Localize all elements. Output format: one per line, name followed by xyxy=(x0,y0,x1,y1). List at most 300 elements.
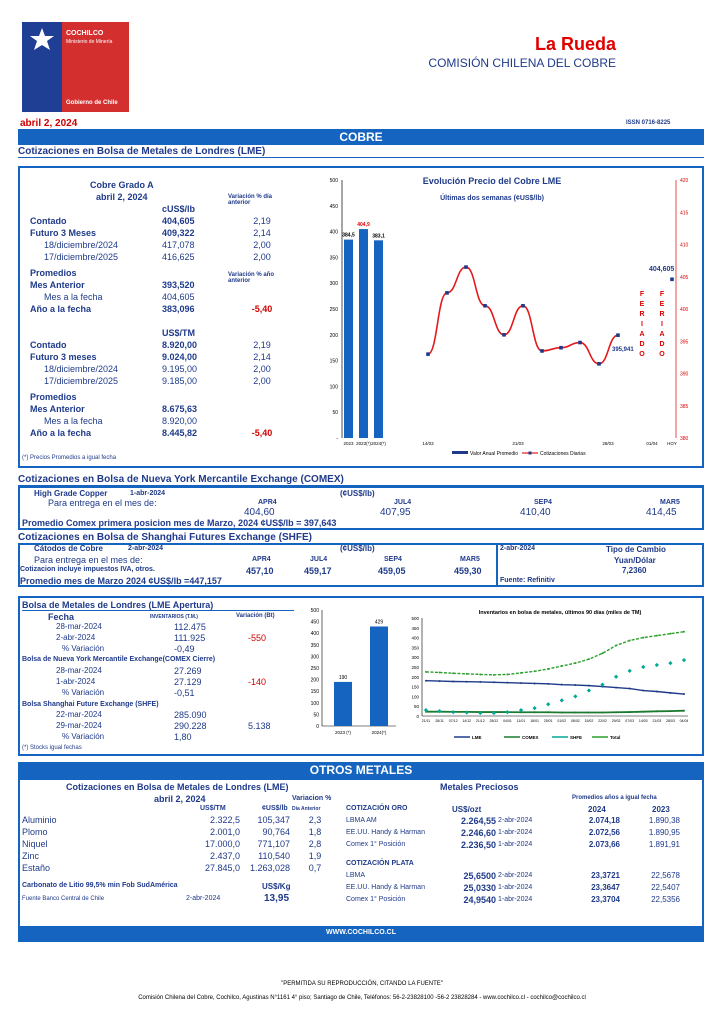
row-variation: 2,00 xyxy=(253,240,271,250)
precious-date: 1-abr-2024 xyxy=(498,829,533,836)
lithium-source: Fuente Banco Central de Chile xyxy=(22,896,105,902)
comex-value: 404,60 xyxy=(244,507,275,518)
series-point-lme xyxy=(656,691,658,693)
precious-name: LBMA AM xyxy=(346,817,377,824)
precious-y1: 2.072,56 xyxy=(588,828,620,837)
metal-var: 0,7 xyxy=(308,863,322,873)
row-label: 17/diciembre/2025 xyxy=(44,376,119,386)
daily-price-line xyxy=(428,267,618,364)
metal-lb: 110,540 xyxy=(258,851,290,861)
right-tick-label: 420 xyxy=(680,178,689,184)
row-value: 8.445,82 xyxy=(162,428,198,438)
metal-tm: 2.322,5 xyxy=(209,815,240,825)
row-variation: 2,00 xyxy=(253,252,271,262)
feriado-label: F E R I A D O xyxy=(659,291,665,358)
logo-block xyxy=(22,22,129,112)
comex-product: High Grade Copper xyxy=(34,489,108,498)
metal-name: Aluminio xyxy=(22,815,57,825)
shfe-point xyxy=(533,706,537,710)
inv-row-value: -0,49 xyxy=(174,644,195,654)
metal-tm: 27.845,0 xyxy=(204,863,240,873)
series-point-total xyxy=(669,633,671,635)
chart3-legend-label: LME xyxy=(472,735,482,740)
inv-title: Bolsa de Metales de Londres (LME Apertura) xyxy=(22,600,214,610)
row-variation: 2,00 xyxy=(253,364,271,374)
inv-row-value: 1,80 xyxy=(174,732,192,742)
coat-of-arms-icon xyxy=(26,26,58,54)
precious-date: 2-abr-2024 xyxy=(498,817,533,824)
var-anio-header: Variación % año anterior xyxy=(228,272,275,284)
daily-price-point xyxy=(559,346,563,350)
row-variation: 2,14 xyxy=(253,352,271,362)
left-tick-label: 300 xyxy=(329,281,338,288)
precious-value: 2.236,50 xyxy=(460,840,496,850)
series-point-total xyxy=(656,635,658,637)
daily-price-point xyxy=(521,304,525,308)
report-date: abril 2, 2024 xyxy=(20,118,78,129)
row-label: Mes a la fecha xyxy=(44,292,103,302)
legend-bar-swatch xyxy=(452,451,468,454)
row-value: 393,520 xyxy=(162,280,195,290)
silver-title: COTIZACIÓN PLATA xyxy=(346,860,414,867)
year-bar xyxy=(344,240,353,438)
grade-title: Cobre Grado A xyxy=(90,180,154,190)
chart3-tick: 150 xyxy=(411,684,419,690)
left-tick-label: 50 xyxy=(332,410,338,417)
comex-average: Promedio Comex primera posicion mes de Marzo, 2024 ¢US$/lb = 397,643 xyxy=(22,518,337,528)
series-point-comex xyxy=(629,711,631,713)
series-point-lme xyxy=(479,681,481,683)
row-label: Futuro 3 Meses xyxy=(30,228,97,238)
bar-label: 384,5 xyxy=(342,232,355,239)
row-label: 18/diciembre/2024 xyxy=(44,240,119,250)
annot-last: 404,605 xyxy=(649,266,675,273)
chart2-tick: 150 xyxy=(310,689,319,696)
chart3-x-label: 28/11 xyxy=(435,719,444,723)
comex-value: 414,45 xyxy=(646,507,677,518)
inv-row-label: 22-mar-2024 xyxy=(56,710,102,719)
row-label: Contado xyxy=(30,216,67,226)
inv-row-label: % Variación xyxy=(62,644,105,653)
row-value: 417,078 xyxy=(162,240,195,250)
left-tick-label: - xyxy=(336,436,338,442)
precious-y1: 2.074,18 xyxy=(588,816,620,825)
shfe-point xyxy=(573,694,577,698)
inv-row-value: 27.269 xyxy=(174,666,202,676)
chart2-tick: 50 xyxy=(313,712,319,719)
chart3-x-label: 29/02 xyxy=(611,719,621,723)
chart3-legend-label: COMEX xyxy=(522,735,539,740)
fx-value: 7,2360 xyxy=(622,566,647,575)
unit-clb: cUS$/lb xyxy=(162,204,196,214)
metal-var: 1,8 xyxy=(308,827,322,837)
chart3-legend-label: Total xyxy=(610,735,621,740)
precious-value: 25,0330 xyxy=(463,883,496,893)
bar-label: 383,1 xyxy=(372,233,385,240)
precious-y2: 1.890,38 xyxy=(648,816,680,825)
row-variation: -5,40 xyxy=(251,428,273,438)
legend-line-label: Cotizaciones Diarias xyxy=(540,451,586,457)
shfe-date: 2-abr-2024 xyxy=(128,545,164,552)
row-variation: 2,19 xyxy=(253,340,271,350)
inv-row-value: 111.925 xyxy=(174,633,206,643)
chart3-x-label: 25/01 xyxy=(543,719,553,723)
chart3-x-label: 04/04 xyxy=(679,719,689,723)
right-tick-label: 410 xyxy=(680,242,689,249)
series-point-comex xyxy=(656,710,658,712)
series-point-total xyxy=(506,673,508,675)
series-point-lme xyxy=(506,682,508,684)
daily-price-point xyxy=(597,362,601,366)
grade-date: abril 2, 2024 xyxy=(96,192,148,202)
daily-price-point xyxy=(540,349,544,353)
shfe-point xyxy=(560,698,564,702)
year-bar xyxy=(374,240,383,438)
inv-row-value: 112.475 xyxy=(174,622,206,632)
precious-value: 25,6500 xyxy=(463,871,496,881)
bar-category: 2024(*) xyxy=(371,441,386,446)
legend-line-marker xyxy=(529,452,532,455)
right-tick-label: 380 xyxy=(680,436,689,442)
logo-gov: Gobierno de Chile xyxy=(66,100,118,106)
series-point-lme xyxy=(466,681,468,683)
chart2-category: 2024(*) xyxy=(371,730,387,735)
daily-price-point xyxy=(670,277,674,281)
precious-name: LBMA xyxy=(346,872,366,879)
chart2-value: 429 xyxy=(374,619,384,626)
precious-date: 1-abr-2024 xyxy=(498,896,533,903)
right-tick-label: 385 xyxy=(680,403,689,410)
shfe-month: SEP4 xyxy=(384,556,402,563)
year1: 2024 xyxy=(588,805,606,814)
footer-permit: "PERMITIDA SU REPRODUCCIÓN, CITANDO LA FUENTE" xyxy=(281,981,443,987)
bar-category: 2023(*) xyxy=(356,441,371,446)
shfe-product: Cátodos de Cobre xyxy=(34,544,103,553)
line-x-label: 21/03 xyxy=(512,441,524,446)
promedios-tm-label: Promedios xyxy=(30,392,77,402)
row-value: 404,605 xyxy=(162,292,195,302)
series-point-lme xyxy=(588,685,590,687)
inv-col-inv: INVENTARIOS (T.M.) xyxy=(150,614,198,620)
shfe-point xyxy=(451,710,455,714)
chart2-tick: 500 xyxy=(310,608,319,614)
gold-unit: US$/ozt xyxy=(452,805,482,814)
series-point-lme xyxy=(574,684,576,686)
series-point-total xyxy=(425,671,427,673)
series-line-comex xyxy=(426,711,684,713)
series-point-total xyxy=(520,672,522,674)
shfe-month: JUL4 xyxy=(310,556,328,563)
shfe-value: 459,17 xyxy=(304,566,332,576)
chart3-x-label: 04/01 xyxy=(503,719,512,723)
left-tick-label: 150 xyxy=(329,358,338,365)
otros-banner: OTROS METALES xyxy=(18,762,704,778)
series-point-lme xyxy=(534,682,536,684)
row-value: 8.675,63 xyxy=(162,404,198,414)
row-label: 17/diciembre/2025 xyxy=(44,252,119,262)
fx-date: 2-abr-2024 xyxy=(500,545,536,552)
row-value: 404,605 xyxy=(162,216,195,226)
chart2-tick: 250 xyxy=(310,666,319,672)
cobre-footnote: (*) Precios Promedios a igual fecha xyxy=(22,455,117,461)
shfe-note: Cotizacion incluye impuestos IVA, otros. xyxy=(20,566,155,573)
line-x-label: 01/04 xyxy=(646,441,658,446)
precious-y2: 22,5407 xyxy=(651,883,680,892)
precious-date: 2-abr-2024 xyxy=(498,872,533,879)
chart2-tick: 200 xyxy=(310,677,319,684)
shfe-month: APR4 xyxy=(252,556,271,563)
series-point-total xyxy=(602,652,604,654)
line-x-label: 28/03 xyxy=(602,441,614,446)
page-subtitle: COMISIÓN CHILENA DEL COBRE xyxy=(428,56,616,70)
left-tick-label: 400 xyxy=(329,229,338,236)
precious-y1: 2.073,66 xyxy=(588,840,620,849)
inv-row-value: 27.129 xyxy=(174,677,202,687)
chart2-category: 2023 (*) xyxy=(334,730,352,735)
left-tick-label: 350 xyxy=(329,255,338,262)
precious-y2: 22,5356 xyxy=(651,895,680,904)
daily-price-point xyxy=(426,352,430,356)
shfe-point xyxy=(668,661,672,665)
right-tick-label: 395 xyxy=(680,339,689,346)
metal-tm: 17.000,0 xyxy=(204,839,240,849)
inv-row-label: 28-mar-2024 xyxy=(56,666,102,675)
fx-source: Fuente: Refinitiv xyxy=(500,577,555,584)
row-variation: -5,40 xyxy=(251,304,273,314)
comex-delivery-label: Para entrega en el mes de: xyxy=(48,498,157,508)
metal-name: Zinc xyxy=(22,851,40,861)
shfe-month: MAR5 xyxy=(460,556,480,563)
metal-var: 2,3 xyxy=(308,815,322,825)
inv-row-var: -550 xyxy=(248,633,267,643)
row-variation: 2,00 xyxy=(253,376,271,386)
right-tick-label: 405 xyxy=(680,274,689,281)
series-point-lme xyxy=(452,681,454,683)
lithium-label: Carbonato de Litio 99,5% min Fob SudAmérica xyxy=(22,882,178,889)
inv-col-fecha: Fecha xyxy=(48,612,75,622)
series-point-total xyxy=(574,662,576,664)
inventory-bar-chart xyxy=(296,604,404,750)
series-point-lme xyxy=(561,684,563,686)
row-label: Mes Anterior xyxy=(30,280,85,290)
row-label: 18/diciembre/2024 xyxy=(44,364,119,374)
metal-name: Niquel xyxy=(22,839,48,849)
lithium-value: 13,95 xyxy=(264,893,290,904)
website-link[interactable]: WWW.COCHILCO.CL xyxy=(18,926,704,940)
row-label: Futuro 3 meses xyxy=(30,352,97,362)
cobre-table xyxy=(22,172,322,462)
series-point-comex xyxy=(615,711,617,713)
chart3-tick: 100 xyxy=(411,694,419,700)
inv-shfe-title: Bolsa Shanghai Future Exchange (SHFE) xyxy=(22,701,159,708)
comex-value: 410,40 xyxy=(520,507,551,518)
shfe-value: 459,05 xyxy=(378,566,406,576)
series-point-total xyxy=(547,668,549,670)
series-point-lme xyxy=(669,692,671,694)
line-x-label: 14/03 xyxy=(422,441,434,446)
footer-address: Comisión Chilena del Cobre, Cochilco, Agustinas N°1161 4° piso; Santiago de Chile, Teléfonos: 56-2-23828100 -56-2 23828284 - www.cochilco.cl - cochilco@cochilco.cl xyxy=(138,995,586,1001)
chart3-x-label: 21/03 xyxy=(652,719,662,723)
chart3-x-label: 21/11 xyxy=(421,719,431,723)
year-bar xyxy=(359,229,368,438)
comex-value: 407,95 xyxy=(380,507,411,518)
left-tick-label: 500 xyxy=(329,178,338,184)
precious-date: 1-abr-2024 xyxy=(498,841,533,848)
chart2-tick: 400 xyxy=(310,631,319,638)
series-point-comex xyxy=(547,711,549,713)
precious-y1: 23,3704 xyxy=(591,895,620,904)
issn: ISSN 0716-8225 xyxy=(626,120,671,126)
inventory-total-bar xyxy=(334,682,352,726)
chart3-x-label: 28/03 xyxy=(666,719,675,723)
inv-row-value: -0,51 xyxy=(174,688,195,698)
series-point-lme xyxy=(493,681,495,683)
precious-y1: 23,3647 xyxy=(591,883,620,892)
copper-price-chart xyxy=(322,170,700,466)
right-tick-label: 390 xyxy=(680,371,689,378)
chart3-tick: 300 xyxy=(411,655,419,661)
bar-label: 404,9 xyxy=(357,222,370,229)
chart2-tick: 100 xyxy=(310,700,319,707)
series-point-total xyxy=(452,672,454,674)
inv-col-var: Variación (Bt) xyxy=(236,613,275,619)
otros-variation: Variacion % xyxy=(292,795,332,802)
row-label: Mes Anterior xyxy=(30,404,85,414)
shfe-point xyxy=(505,710,509,714)
inv-row-value: 285.090 xyxy=(174,710,207,720)
series-point-total xyxy=(683,631,685,633)
metal-lb: 771,107 xyxy=(257,839,290,849)
series-point-comex xyxy=(602,711,604,713)
series-point-total xyxy=(588,658,590,660)
chart3-x-label: 14/12 xyxy=(462,719,472,723)
metal-name: Estaño xyxy=(22,863,51,873)
series-point-total xyxy=(439,671,441,673)
chart1-subtitle: Últimas dos semanas (¢US$/lb) xyxy=(440,195,544,202)
lithium-unit: US$/Kg xyxy=(262,882,291,891)
chart2-tick: 300 xyxy=(310,654,319,661)
daily-price-point xyxy=(502,333,506,337)
inv-comex-title: Bolsa de Nueva York Mercantile Exchange(COMEX Cierre) xyxy=(22,656,216,663)
daily-price-point xyxy=(578,341,582,345)
chart2-tick: 350 xyxy=(310,642,319,649)
daily-price-point xyxy=(445,291,449,295)
comex-month: SEP4 xyxy=(534,499,552,506)
logo-ministry: Ministerio de Minería xyxy=(66,39,113,45)
comex-unit: (¢US$/lb) xyxy=(340,489,375,498)
feriado-label: F E R I A D O xyxy=(639,291,645,358)
daily-price-point xyxy=(483,304,487,308)
chart3-tick: 200 xyxy=(411,674,419,680)
chart3-tick: 500 xyxy=(411,616,419,621)
precious-value: 2.246,60 xyxy=(460,828,496,838)
series-point-lme xyxy=(439,680,441,682)
chart3-tick: 50 xyxy=(413,704,419,710)
precious-name: Comex 1° Posición xyxy=(346,896,406,903)
shfe-unit: (¢US$/lb) xyxy=(340,544,375,553)
legend-bar-label: Valor Anual Promedio xyxy=(470,451,518,457)
inv-row-label: % Variación xyxy=(62,688,105,697)
logo-org: COCHILCO xyxy=(66,30,104,37)
inventory-line-chart xyxy=(404,604,700,750)
chart3-x-label: 21/12 xyxy=(475,719,485,723)
precious-date: 1-abr-2024 xyxy=(498,884,533,891)
shfe-delivery-label: Para entrega en el mes de: xyxy=(34,555,143,565)
precious-title: Metales Preciosos xyxy=(440,782,519,792)
row-value: 9.185,00 xyxy=(162,376,198,386)
shfe-point xyxy=(641,665,645,669)
shfe-point xyxy=(614,675,618,679)
series-point-lme xyxy=(520,682,522,684)
inv-footnote: (*) Stocks igual fechas xyxy=(22,745,82,751)
row-value: 9.024,00 xyxy=(162,352,198,362)
chart1-title: Evolución Precio del Cobre LME xyxy=(422,176,562,186)
lithium-date: 2-abr-2024 xyxy=(186,895,221,902)
series-point-total xyxy=(642,637,644,639)
row-value: 409,322 xyxy=(162,228,195,238)
precious-name: EE.UU. Handy & Harman xyxy=(346,884,425,891)
left-tick-label: 250 xyxy=(329,307,338,313)
comex-month: JUL4 xyxy=(394,499,412,506)
inv-row-label: 1-abr-2024 xyxy=(56,677,96,686)
row-label: Mes a la fecha xyxy=(44,416,103,426)
shfe-title: Cotizaciones en Bolsa de Shanghai Futures Exchange (SHFE) xyxy=(18,532,704,544)
annot-low: 395,941 xyxy=(612,347,634,353)
shfe-point xyxy=(546,702,550,706)
series-point-total xyxy=(534,670,536,672)
chart3-x-label: 15/02 xyxy=(584,719,594,723)
chart2-value: 190 xyxy=(338,674,348,681)
series-point-total xyxy=(479,673,481,675)
metal-var: 1,9 xyxy=(308,851,322,861)
shfe-average: Promedio mes de Marzo 2024 ¢US$/lb =447,157 xyxy=(20,576,222,586)
page-title: La Rueda xyxy=(534,34,616,54)
chart3-x-label: 22/02 xyxy=(598,719,607,723)
otros-date: abril 2, 2024 xyxy=(154,794,206,804)
shfe-value: 457,10 xyxy=(246,566,274,576)
inv-row-label: 29-mar-2024 xyxy=(56,721,102,730)
series-point-lme xyxy=(642,690,644,692)
series-point-lme xyxy=(547,683,549,685)
precious-name: EE.UU. Handy & Harman xyxy=(346,829,425,836)
metal-lb: 105,347 xyxy=(257,815,290,825)
row-value: 8.920,00 xyxy=(162,416,198,426)
promedios-lb-label: Promedios xyxy=(30,268,77,278)
precious-y1: 23,3721 xyxy=(591,871,620,880)
otros-col-lb: ¢US$/lb xyxy=(262,805,288,812)
chart3-tick: 400 xyxy=(411,635,419,641)
series-point-comex xyxy=(683,710,685,712)
inventory-total-bar xyxy=(370,626,388,726)
metal-var: 2,8 xyxy=(308,839,322,849)
chart3-legend-label: SHFE xyxy=(570,735,583,740)
series-point-comex xyxy=(642,711,644,713)
shfe-divider xyxy=(496,543,498,587)
row-variation: 2,19 xyxy=(253,216,271,226)
precious-y2: 22,5678 xyxy=(651,871,680,880)
inv-row-label: 28-mar-2024 xyxy=(56,622,102,631)
row-value: 383,096 xyxy=(162,304,195,314)
comex-title: Cotizaciones en Bolsa de Nueva York Mercantile Exchange (COMEX) xyxy=(18,474,704,486)
precious-value: 24,9540 xyxy=(463,895,496,905)
chart3-x-label: 08/02 xyxy=(570,719,580,723)
row-value: 416,625 xyxy=(162,252,195,262)
chart3-x-label: 07/12 xyxy=(448,719,458,723)
series-point-comex xyxy=(588,711,590,713)
precious-value: 2.264,55 xyxy=(460,816,496,826)
chart3-tick: 0 xyxy=(416,714,419,719)
precious-y2: 1.890,95 xyxy=(648,828,680,837)
